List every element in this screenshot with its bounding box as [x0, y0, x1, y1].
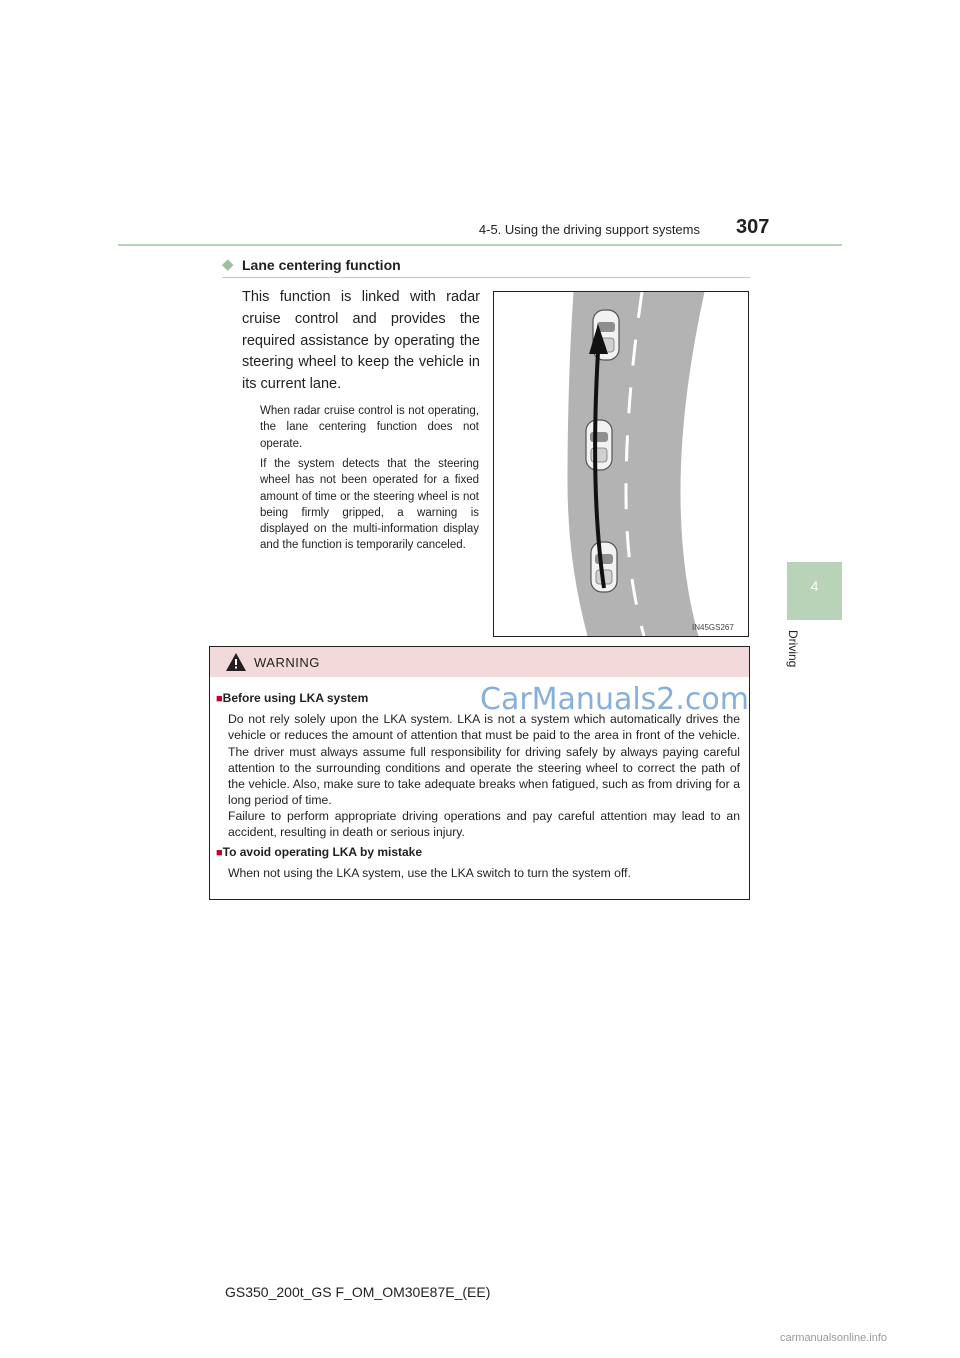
lane-illustration	[494, 292, 748, 636]
lane-centering-figure	[493, 291, 749, 637]
note-radar-cruise: When radar cruise control is not operating, the lane centering function does not operate.	[260, 405, 479, 450]
chapter-label	[786, 630, 800, 690]
document-code: GS350_200t_GS F_OM_OM30E87E_(EE)	[225, 1284, 491, 1300]
figure-code: IN45GS267	[692, 623, 734, 632]
header-section-title: 4-5. Using the driving support systems	[478, 222, 700, 237]
bullet-square-icon: ■	[216, 847, 223, 859]
warning-item-text: Do not rely solely upon the LKA system. LKA is not a system which automatically drives the vehicle or reduces the amount of attention that must be paid to the area in front of the vehicle. The driver must always assume full responsibility for driving safely by always paying careful attention to the surrounding conditions and operate the steering wheel to correct the path of the vehicle. Also, make sure to take adequate breaks when fatigued, such as from driving for a long period of time.	[228, 712, 740, 808]
warning-header	[210, 647, 749, 677]
warning-title: WARNING	[254, 655, 320, 670]
warning-item-heading: ■Before using LKA system	[216, 691, 369, 705]
watermark: CarManuals2.com	[480, 682, 750, 717]
header-rule	[118, 244, 842, 246]
bullet-square-icon: ■	[216, 693, 223, 705]
section-heading: Lane centering function	[242, 257, 401, 273]
section-body: This function is linked with radar cruise control and provides the required assistance by operating the steering wheel to keep the vehicle in its current lane.	[242, 289, 480, 393]
site-mark: carmanualsonline.info	[780, 1332, 888, 1344]
warning-item-heading: ■To avoid operating LKA by mistake	[216, 845, 423, 859]
section-rule	[222, 277, 750, 278]
chapter-number: 4	[810, 578, 819, 594]
note-steering-warning: If the system detects that the steering wheel has not been operated for a fixed amount of time or the steering wheel is not being firmly gripped, a warning is displayed on the multi-information display and the function is temporarily canceled.	[260, 458, 479, 552]
car-icon	[586, 420, 612, 470]
chapter-label-text: Driving	[786, 630, 800, 668]
diamond-icon: ◆	[222, 256, 234, 273]
warning-item-text: Failure to perform appropriate driving operations and pay careful attention may lead to an accident, resulting in death or serious injury.	[228, 809, 740, 840]
warning-item-text: When not using the LKA system, use the LKA switch to turn the system off.	[228, 866, 631, 880]
page-number: 307	[736, 216, 770, 238]
warning-triangle-icon	[226, 653, 246, 671]
